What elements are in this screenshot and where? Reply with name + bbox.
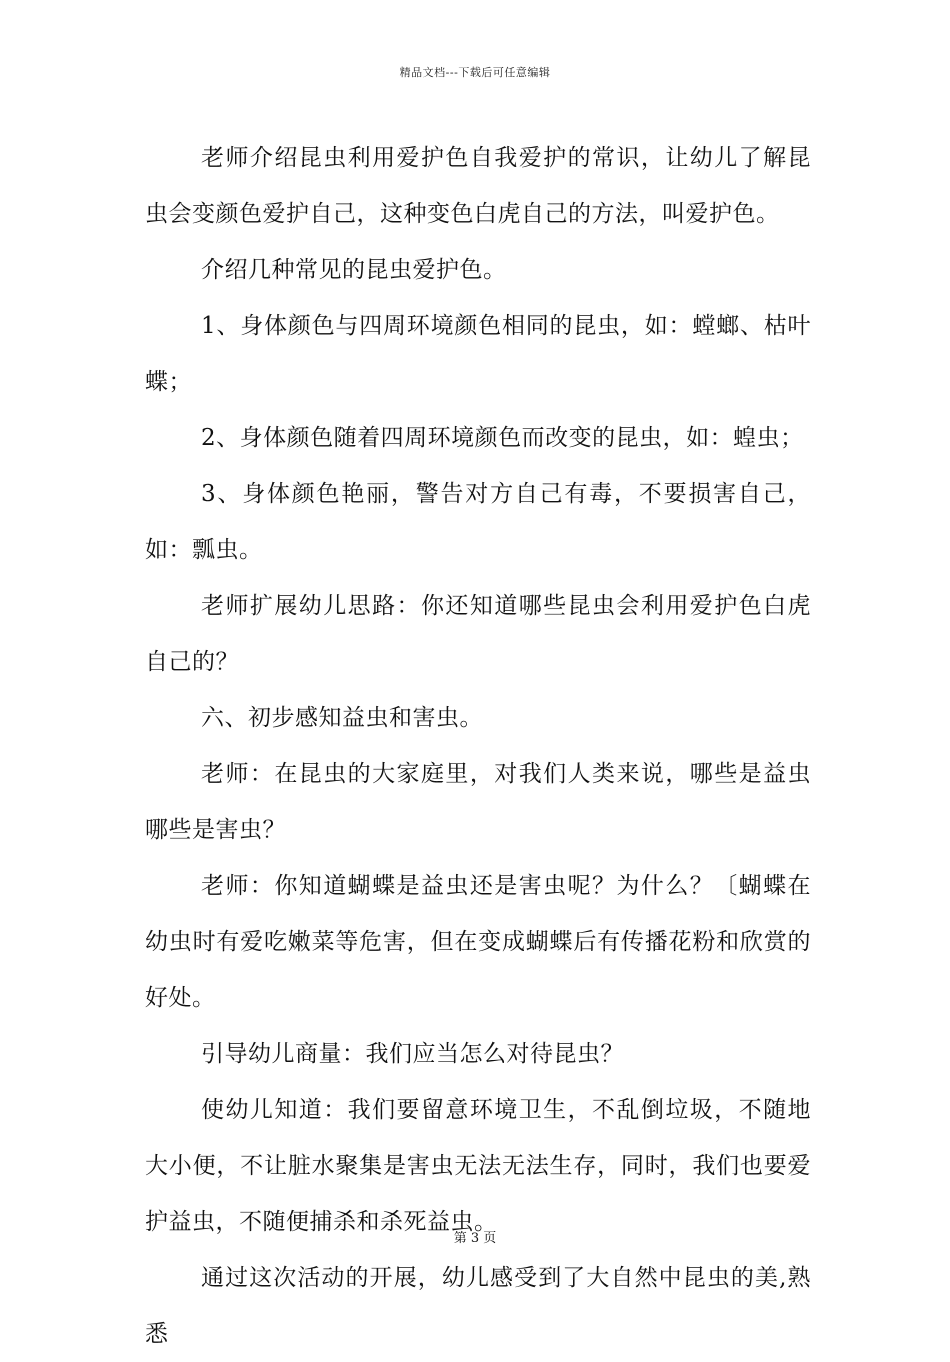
page-header: 精品文档---下载后可任意编辑 xyxy=(399,66,551,79)
paragraph: 老师介绍昆虫利用爱护色自我爱护的常识，让幼儿了解昆虫会变颜色爱护自己，这种变色白虎自己的方法，叫爱护色。 xyxy=(145,145,811,227)
document-body xyxy=(145,130,811,1362)
paragraph: 老师：你知道蝴蝶是益虫还是害虫呢？为什么？〔蝴蝶在幼虫时有爱吃嫩菜等危害，但在变成蝴蝶后有传播花粉和欣赏的好处。 xyxy=(145,873,811,1011)
paragraph: 老师：在昆虫的大家庭里，对我们人类来说，哪些是益虫哪些是害虫？ xyxy=(145,761,811,843)
paragraph: 引导幼儿商量：我们应当怎么对待昆虫？ xyxy=(201,1041,624,1067)
page-number: 第 3 页 xyxy=(453,1231,497,1246)
paragraph: 老师扩展幼儿思路：你还知道哪些昆虫会利用爱护色白虎自己的？ xyxy=(145,593,811,675)
paragraph: 2、身体颜色随着四周环境颜色而改变的昆虫，如：蝗虫； xyxy=(201,425,804,451)
paragraph: 介绍几种常见的昆虫爱护色。 xyxy=(201,257,507,283)
paragraph: 通过这次活动的开展，幼儿感受到了大自然中昆虫的美,熟悉 xyxy=(145,1265,811,1347)
paragraph: 1、身体颜色与四周环境颜色相同的昆虫，如：螳螂、枯叶蝶； xyxy=(145,313,811,395)
paragraph: 使幼儿知道：我们要留意环境卫生，不乱倒垃圾，不随地大小便，不让脏水聚集是害虫无法无法生存，同时，我们也要爱护益虫，不随便捕杀和杀死益虫。 xyxy=(145,1097,811,1235)
paragraph: 六、初步感知益虫和害虫。 xyxy=(201,705,483,731)
paragraph: 3、身体颜色艳丽，警告对方自己有毒，不要损害自己，如：瓢虫。 xyxy=(145,481,811,563)
